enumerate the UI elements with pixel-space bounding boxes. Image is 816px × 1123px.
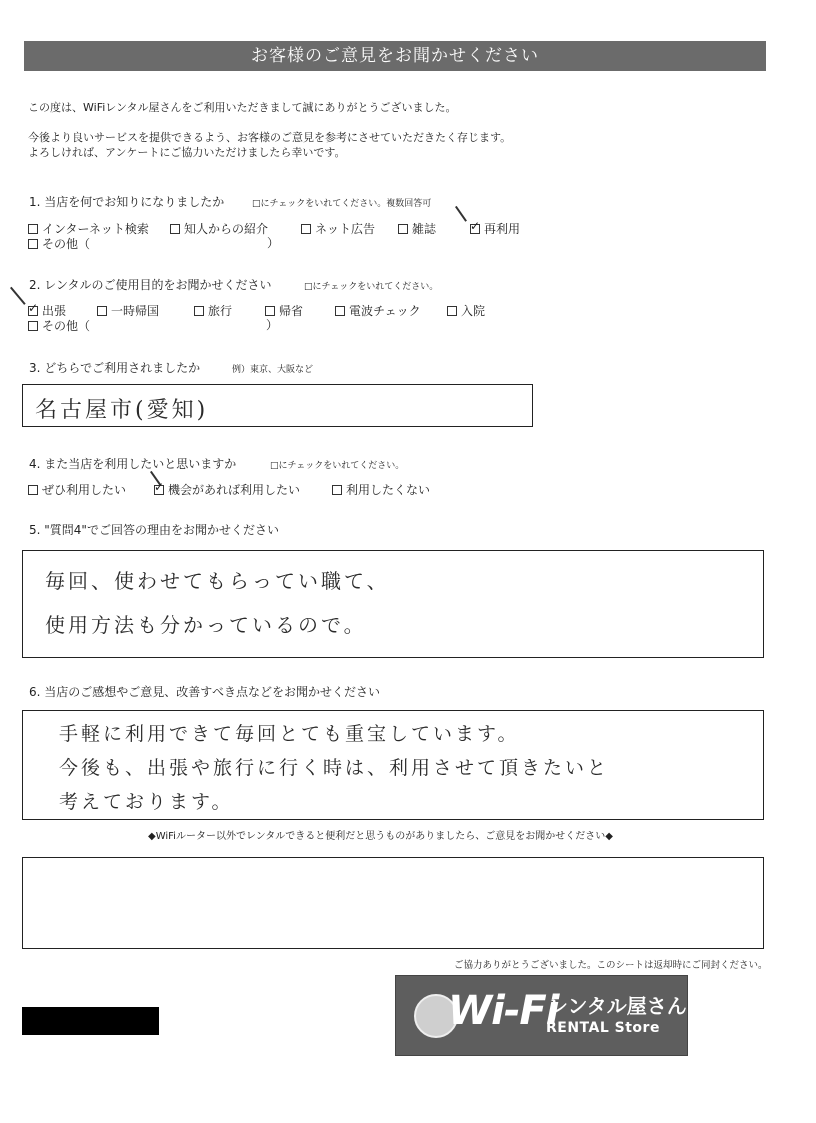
checkbox-icon[interactable]: [28, 321, 38, 331]
q4-option-definitely[interactable]: ぜひ利用したい: [28, 481, 126, 498]
q1-option-magazine[interactable]: 雑誌: [398, 220, 436, 237]
q6-answer-box[interactable]: [22, 710, 764, 820]
q2-option-temp-return[interactable]: 一時帰国: [97, 302, 159, 319]
q2-option-business-trip[interactable]: ✓ 出張: [28, 302, 66, 319]
q1-option-other[interactable]: その他（: [28, 235, 90, 252]
logo-wifi-text: Wi-Fi: [448, 988, 559, 1034]
checkbox-icon[interactable]: [170, 224, 180, 234]
q5-answer-line-2: 使用方法も分かっているので。: [45, 613, 367, 637]
checkbox-icon[interactable]: [28, 485, 38, 495]
q2-other-close: ）: [266, 318, 279, 332]
q6-answer-line-1: 手軽に利用できて毎回とても重宝しています。: [59, 723, 520, 745]
checkbox-icon[interactable]: [335, 306, 345, 316]
q6-title: 6. 当店のご感想やご意見、改善すべき点などをお聞かせください: [29, 685, 381, 699]
checkbox-icon[interactable]: [265, 306, 275, 316]
q4-note: □にチェックをいれてください。: [270, 461, 405, 471]
checkbox-icon[interactable]: [447, 306, 457, 316]
q2-option-hospital[interactable]: 入院: [447, 302, 485, 319]
checkbox-checked-icon[interactable]: [28, 306, 38, 316]
page-title: お客様のご意見をお聞かせください: [24, 41, 766, 71]
checkbox-icon[interactable]: [28, 239, 38, 249]
q4-option-no[interactable]: 利用したくない: [332, 481, 430, 498]
q2-option-travel[interactable]: 旅行: [194, 302, 232, 319]
checkbox-icon[interactable]: [28, 224, 38, 234]
check-stroke-icon: [455, 206, 467, 222]
checkbox-icon[interactable]: [301, 224, 311, 234]
q2-option-signal-check[interactable]: 電波チェック: [335, 302, 421, 319]
logo-jp-text: レンタル屋さん: [548, 994, 687, 1018]
q1-note: □にチェックをいれてください。複数回答可: [252, 199, 432, 209]
logo-en-text: RENTAL Store: [546, 1020, 660, 1036]
q5-title: 5. "質問4"でご回答の理由をお聞かせください: [29, 523, 279, 537]
q4-option-if-chance[interactable]: ✓ 機会があれば利用したい: [154, 481, 300, 498]
checkbox-icon[interactable]: [332, 485, 342, 495]
checkbox-checked-icon[interactable]: [154, 485, 164, 495]
checkbox-checked-icon[interactable]: [470, 224, 480, 234]
q1-option-net-ad[interactable]: ネット広告: [301, 220, 375, 237]
redacted-block: [22, 1007, 159, 1035]
q1-option-reuse[interactable]: ✓ 再利用: [470, 220, 520, 237]
store-logo: [395, 975, 688, 1056]
q2-note: □にチェックをいれてください。: [304, 282, 439, 292]
intro-text-2: 今後より良いサービスを提供できるよう、お客様のご意見を参考にさせていただきたく存じます。: [28, 131, 512, 144]
q3-answer-box[interactable]: [22, 384, 533, 427]
footer-thanks: ご協力ありがとうございました。このシートは返却時にご同封ください。: [454, 960, 768, 971]
q3-note: 例）東京、大阪など: [232, 365, 314, 375]
q6-answer-line-2: 今後も、出張や旅行に行く時は、利用させて頂きたいと: [59, 757, 610, 779]
q1-option-internet-search[interactable]: インターネット検索: [28, 220, 149, 237]
check-stroke-icon: [10, 287, 26, 305]
q1-option-referral[interactable]: 知人からの紹介: [170, 220, 268, 237]
q1-title: 1. 当店を何でお知りになりましたか: [29, 195, 225, 209]
q2-option-homecoming[interactable]: 帰省: [265, 302, 303, 319]
intro-text-1: この度は、WiFiレンタル屋さんをご利用いただきまして誠にありがとうございました。: [28, 101, 457, 114]
intro-text-3: よろしければ、アンケートにご協力いただけましたら幸いです。: [28, 146, 346, 159]
q7-answer-box[interactable]: [22, 857, 764, 949]
checkbox-icon[interactable]: [398, 224, 408, 234]
q5-answer-box[interactable]: [22, 550, 764, 658]
checkbox-icon[interactable]: [194, 306, 204, 316]
q6-answer-line-3: 考えております。: [59, 791, 234, 813]
q3-title: 3. どちらでご利用されましたか: [29, 361, 201, 375]
q3-answer: 名古屋市(愛知): [35, 398, 209, 423]
checkbox-icon[interactable]: [97, 306, 107, 316]
q5-answer-line-1: 毎回、使わせてもらってい職て、: [45, 569, 390, 593]
q2-option-other[interactable]: その他（: [28, 317, 90, 334]
q4-title: 4. また当店を利用したいと思いますか: [29, 457, 237, 471]
q7-title: ◆WiFiルーター以外でレンタルできると便利だと思うものがありましたら、ご意見をお聞かせください◆: [148, 831, 613, 842]
q1-other-close: ）: [267, 236, 280, 250]
q2-title: 2. レンタルのご使用目的をお聞かせください: [29, 278, 272, 292]
